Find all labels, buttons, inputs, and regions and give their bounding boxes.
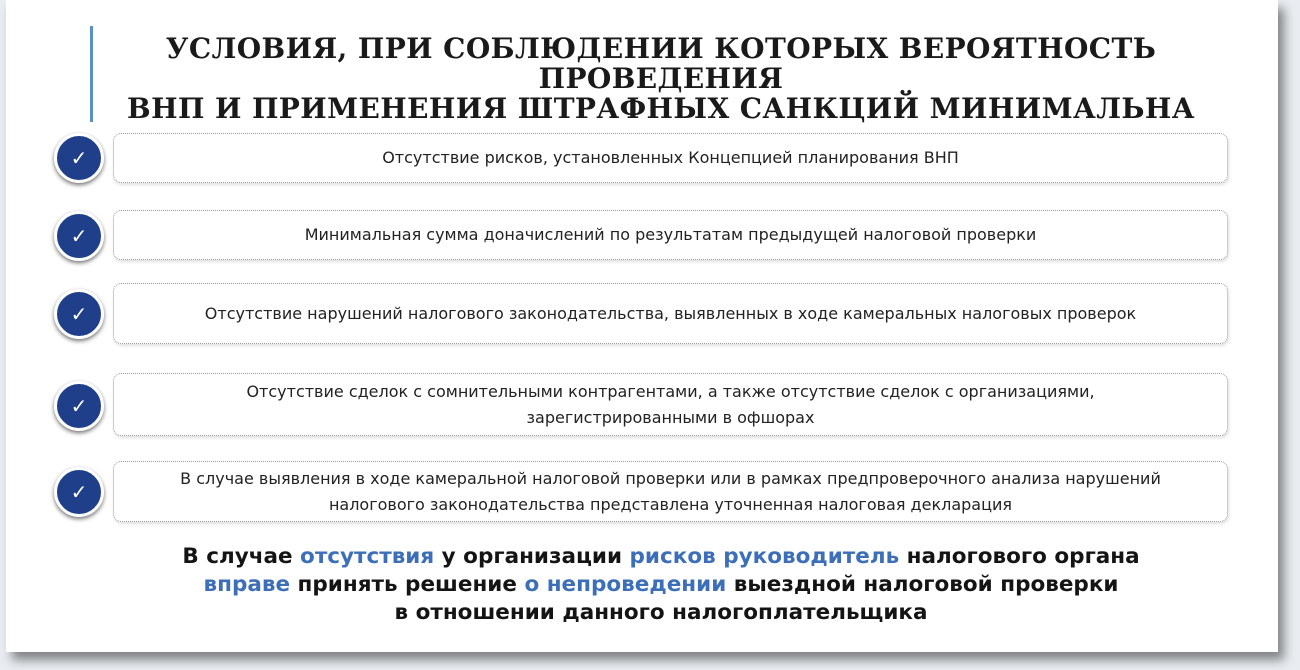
condition-text-line-2: зарегистрированными в офшорах [526,407,815,427]
checkmark-icon: ✓ [54,211,104,261]
page-title [116,34,1206,124]
condition-item [113,283,1228,344]
conclusion-part: выездной налоговой проверки [726,572,1119,597]
condition-text-line-2: налогового законодательства представлена уточненная налоговая декларация [328,494,1013,514]
conclusion-part: принять решение [290,572,525,597]
conclusion-highlight: отсутствия [300,544,435,569]
conclusion-highlight: вправе [203,572,291,597]
condition-item [113,133,1228,183]
condition-item [113,210,1228,260]
condition-item [113,373,1228,436]
title-line-1: УСЛОВИЯ, ПРИ СОБЛЮДЕНИИ КОТОРЫХ ВЕРОЯТНОСТЬ ПРОВЕДЕНИЯ [165,32,1157,95]
condition-text: Минимальная сумма доначислений по результатам предыдущей налоговой проверки [304,225,1037,244]
checkmark-icon: ✓ [54,289,104,339]
conclusion-highlight: рисков руководитель [629,544,900,569]
condition-text: Отсутствие рисков, установленных Концепцией планирования ВНП [382,148,959,167]
condition-text-line-1: Отсутствие сделок с сомнительными контрагентами, а также отсутствие сделок с организациями, [246,381,1095,401]
slide [6,0,1278,652]
condition-text-line-1: В случае выявления в ходе камеральной налоговой проверки или в рамках предпроверочного анализа нарушений [180,468,1161,488]
title-line-2: ВНП И ПРИМЕНЕНИЯ ШТРАФНЫХ САНКЦИЙ МИНИМАЛЬНА [127,92,1195,125]
conclusion-part: в отношении данного налогоплательщика [394,600,928,625]
condition-item [113,461,1228,522]
conclusion-text [116,543,1206,627]
conclusion-part: налогового органа [899,544,1140,569]
checkmark-icon: ✓ [54,381,104,431]
conclusion-part: В случае [182,544,301,569]
condition-text [246,379,1094,431]
conclusion-part: у организации [434,544,630,569]
accent-line [90,26,93,122]
conclusion-highlight: о непроведении [524,572,727,597]
checkmark-icon: ✓ [54,133,104,183]
condition-text [180,466,1161,518]
condition-text: Отсутствие нарушений налогового законодательства, выявленных в ходе камеральных налоговых проверок [204,303,1137,323]
checkmark-icon: ✓ [54,467,104,517]
